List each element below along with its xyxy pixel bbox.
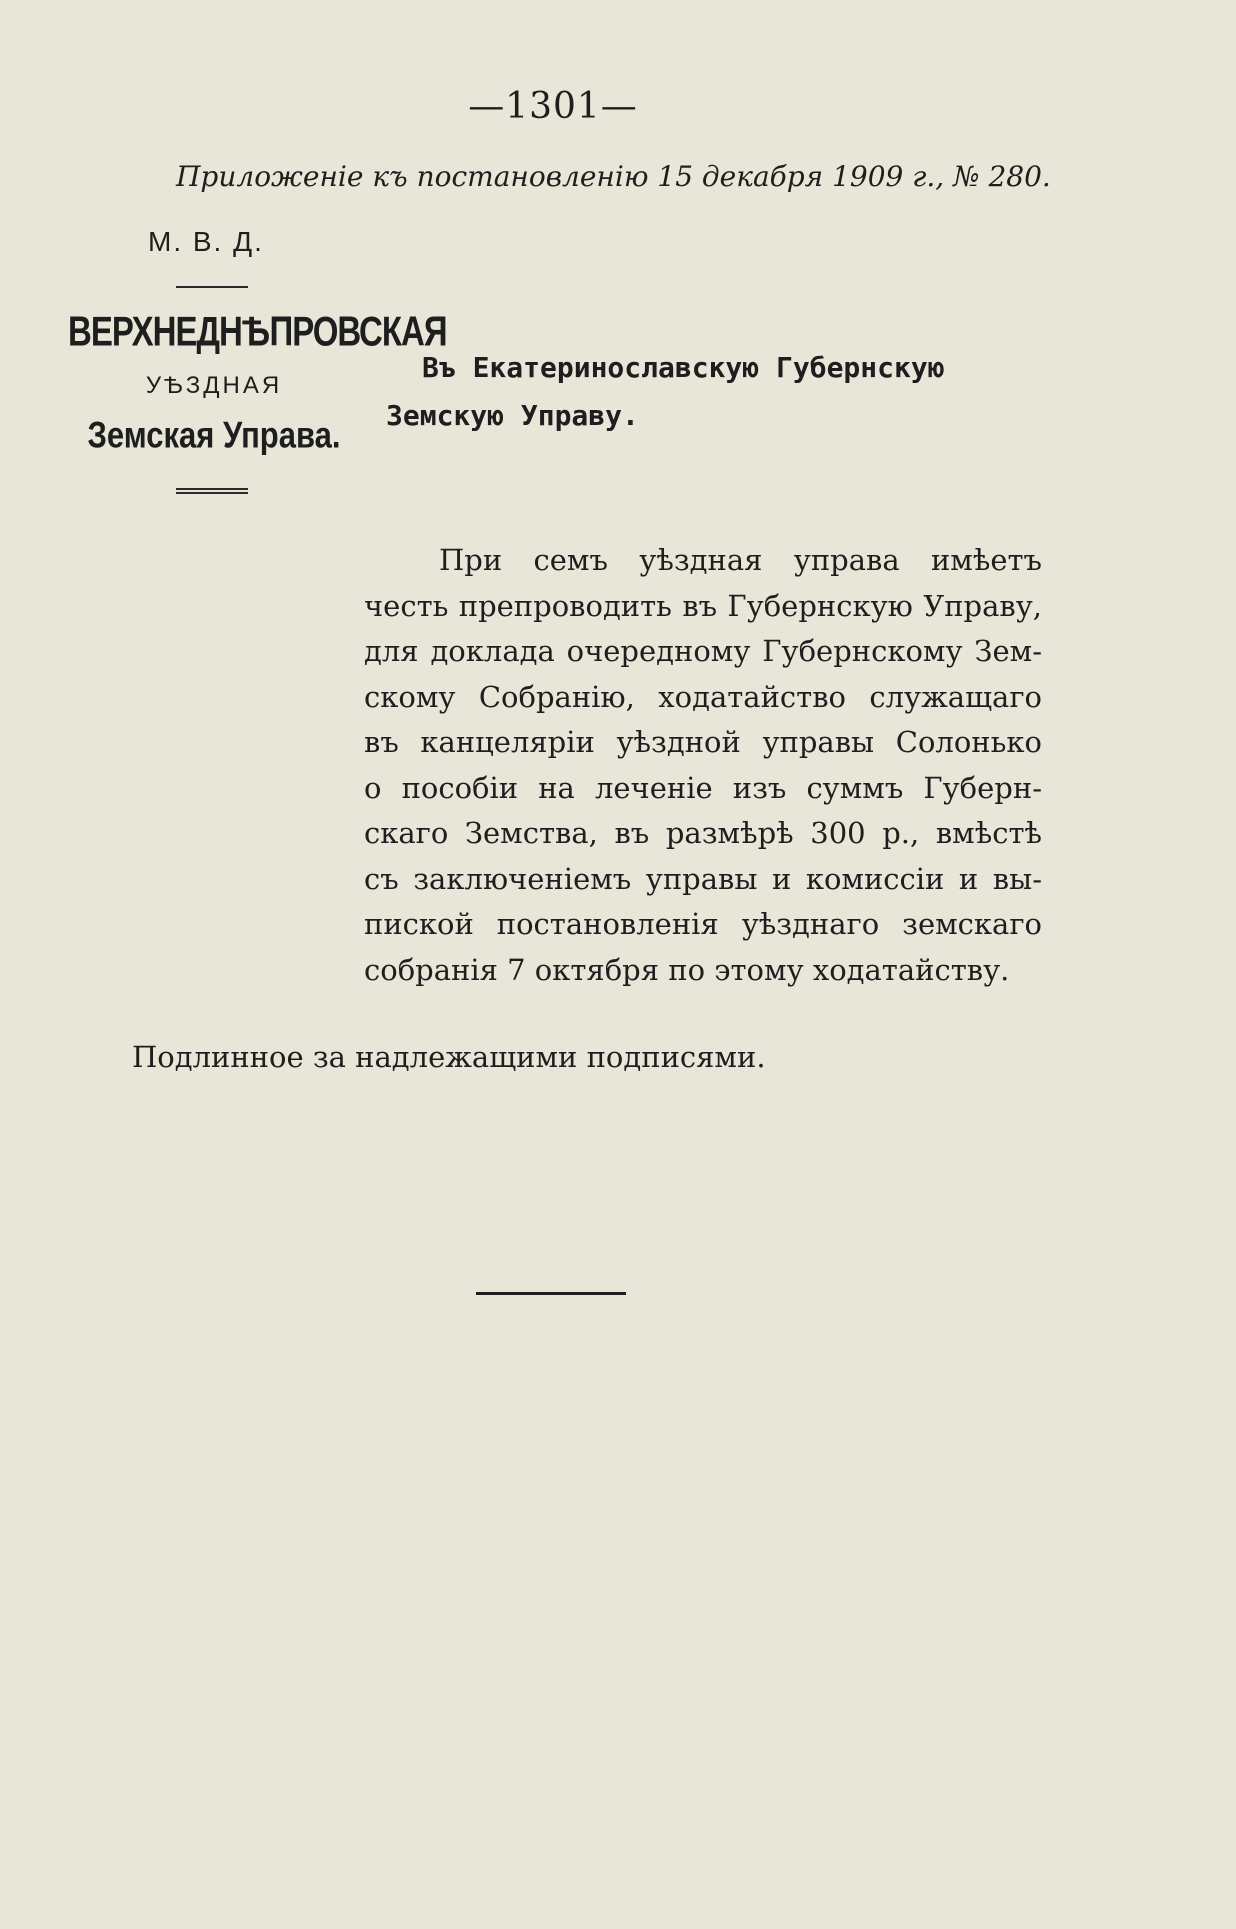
- body-line: о пособiи на леченiе изъ суммъ Губерн-: [364, 770, 1042, 805]
- body-line: собранiя 7 октября по этому ходатайству.: [364, 952, 1010, 987]
- body-line: съ заключенiемъ управы и комиссiи и вы-: [364, 861, 1042, 896]
- body-line: пиской постановленiя уѣзднаго земскаго: [364, 907, 1042, 941]
- sender-name-line3: Земская Управа.: [87, 414, 341, 456]
- sender-name-line1: ВЕРХНЕДНѢПРОВСКАЯ: [68, 308, 447, 355]
- sender-name-line2: УѢЗДНАЯ: [145, 372, 283, 399]
- double-divider-rule: [176, 488, 248, 494]
- appendix-note: Приложенiе къ постановленiю 15 декабря 1909 г., № 280.: [176, 160, 1051, 193]
- addressee-block: [386, 344, 1046, 440]
- end-rule: [476, 1292, 626, 1295]
- page-number: —1301—: [468, 86, 638, 127]
- letter-body: [364, 538, 1042, 993]
- addressee-line2: Земскую Управу.: [386, 399, 639, 432]
- body-line: скаго Земства, въ размѣрѣ 300 р., вмѣстѣ: [364, 816, 1042, 850]
- sender-block: [68, 308, 447, 456]
- body-line: При семъ уѣздная управа имѣетъ: [439, 543, 1042, 577]
- closing-note: Подлинное за надлежащими подписями.: [132, 1040, 766, 1074]
- divider-rule: [176, 286, 248, 288]
- body-line: честь препроводить въ Губернскую Управу,: [364, 588, 1042, 623]
- body-line: для доклада очередному Губернскому Зем-: [364, 634, 1042, 668]
- body-line: въ канцелярiи уѣздной управы Солонько: [364, 725, 1042, 759]
- body-line: скому Собранiю, ходатайство служащаго: [364, 679, 1042, 714]
- addressee-line1: Въ Екатеринославскую Губернскую: [422, 351, 945, 384]
- ministry-label: М. В. Д.: [148, 226, 264, 257]
